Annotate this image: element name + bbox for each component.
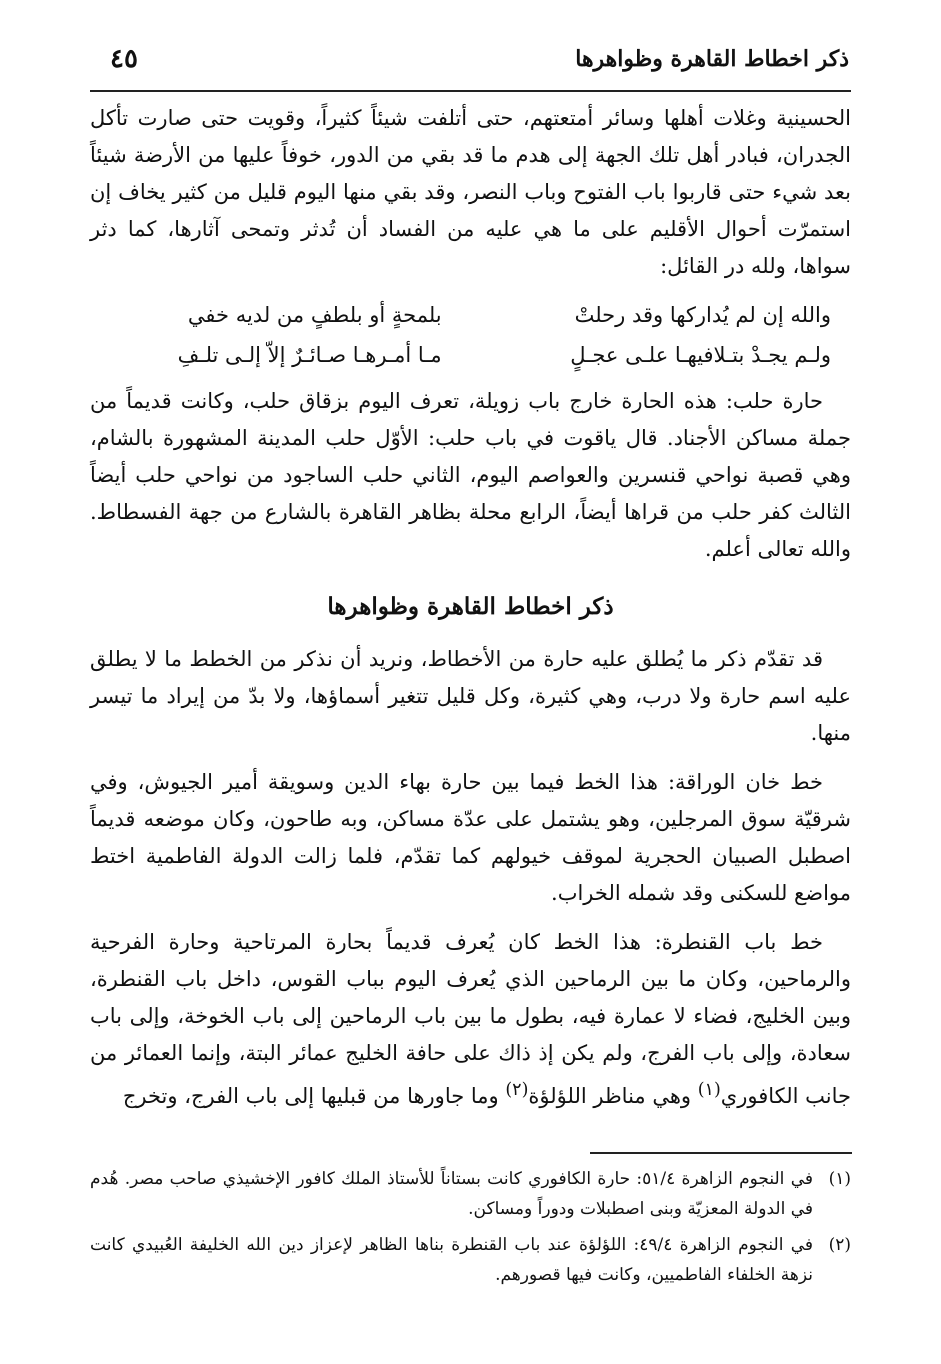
paragraph-bab-al-qantara: [90, 924, 851, 1115]
footnote-text: في النجوم الزاهرة ٤٩/٤: اللؤلؤة عند باب القنطرة بناها الظاهر لإعزاز دين الله الخليفة العُبيدي كانت نزهة الخلفاء الفاطميين، وكانت فيها قصورهم.: [90, 1235, 813, 1285]
footnote-1: [90, 1164, 851, 1224]
verse-2-second-hemistich: مـا أمـرهـا صـائـرٌ إلاّ إلـى تلـفِ: [177, 343, 442, 367]
verse-1-second-hemistich: بلمحةٍ أو بلطفٍ من لديه خفي: [187, 303, 442, 327]
footnote-number: (١): [828, 1169, 851, 1189]
footnote-2: [90, 1230, 851, 1290]
paragraph-khan-al-waraqa: خط خان الوراقة: هذا الخط فيما بين حارة بهاء الدين وسويقة أمير الجيوش، وفي شرقيّة سوق المرجلين، وهو يشتمل على عدّة مساكن، وبه طاحون، وكان موضعه قديماً اصطبل الصبيان الحجرية لموقف خيولهم كما تقدّم، فلما زالت الدولة الفاطمية اختط مواضع للسكنى وقد شمله الخراب.: [90, 770, 851, 905]
footnote-divider: [590, 1152, 852, 1154]
footnote-ref-2: (٢): [505, 1080, 529, 1100]
paragraph-text-mid: وهي مناظر اللؤلؤة: [528, 1084, 698, 1108]
page-number: ٤٥: [110, 44, 138, 74]
paragraph-intro: قد تقدّم ذكر ما يُطلق عليه حارة من الأخطاط، ونريد أن نذكر من الخطط ما لا يطلق عليه اسم حارة ولا درب، وهي كثيرة، وكل قليل تتغير أسماؤها، ولا بدّ من إيراد ما تيسر منها.: [90, 647, 851, 745]
verse-1-first-hemistich: والله إن لم يُداركها وقد رحلتْ: [574, 303, 831, 327]
running-title: ذكر اخطاط القاهرة وظواهرها: [575, 46, 849, 72]
footnotes: [90, 1164, 851, 1296]
main-text: [90, 100, 851, 1115]
footnote-text: في النجوم الزاهرة ٥١/٤: حارة الكافوري كانت بستاناً للأستاذ الملك كافور الإخشيذي صاحب مصر. هُدم في الدولة المعزيّة وبنى اصطبلات ودوراً ومساكن.: [90, 1169, 813, 1219]
running-header: [90, 40, 851, 92]
verse-2-first-hemistich: ولـم يجـدْ بتـلافيهـا علـى عجـلٍ: [570, 343, 831, 367]
poem-verse-2: [90, 335, 851, 375]
paragraph-text: خط باب القنطرة: هذا الخط كان يُعرف قديماً بحارة المرتاحية وحارة الفرحية والرماحين، وكان ما بين الرماحين الذي يُعرف اليوم بباب القوس، داخل باب القنطرة، وبين الخليج، فضاء لا عمارة فيه، بطول ما بين باب الرماحين إلى باب الخوخة، وإلى باب سعادة، وإلى باب الفرج، ولم يكن إذ ذاك على حافة الخليج عمائر البتة، وإنما العمائر من جانب الكافوري: [90, 930, 851, 1108]
poem: [90, 295, 851, 375]
footnote-ref-1: (١): [697, 1080, 721, 1100]
poem-verse-1: [90, 295, 851, 335]
footnote-number: (٢): [828, 1235, 851, 1255]
paragraph-harat-halab: حارة حلب: هذه الحارة خارج باب زويلة، تعرف اليوم بزقاق حلب، وكانت قديماً من جملة مساكن الأجناد. قال ياقوت في باب حلب: الأوّل حلب المدينة المشهورة بالشام، وهي قصبة نواحي قنسرين والعواصم اليوم، الثاني حلب الساجود من نواحي حلب أيضاً الثالث كفر حلب من قراها أيضاً، الرابع محلة بظاهر القاهرة بالشارع من جهة الفسطاط. والله تعالى أعلم.: [90, 389, 851, 561]
paragraph-text-end: وما جاورها من قبليها إلى باب الفرج، وتخرج: [122, 1084, 506, 1108]
section-heading: ذكر اخطاط القاهرة وظواهرها: [327, 593, 614, 620]
paragraph-continuation: الحسينية وغلات أهلها وسائر أمتعتهم، حتى أتلفت شيئاً كثيراً، وقويت حتى صارت تأكل الجدران، فبادر أهل تلك الجهة إلى هدم ما قد بقي من الدور، خوفاً عليها من الأرضة شيئاً بعد شيء حتى قاربوا باب الفتوح وباب النصر، وقد بقي منها اليوم قليل من كثير يخاف إن استمرّت أحوال الأقليم على ما هي عليه من الفساد أن تُدثر وتمحى آثارها، كما دثر سواها، ولله در القائل:: [90, 106, 851, 278]
